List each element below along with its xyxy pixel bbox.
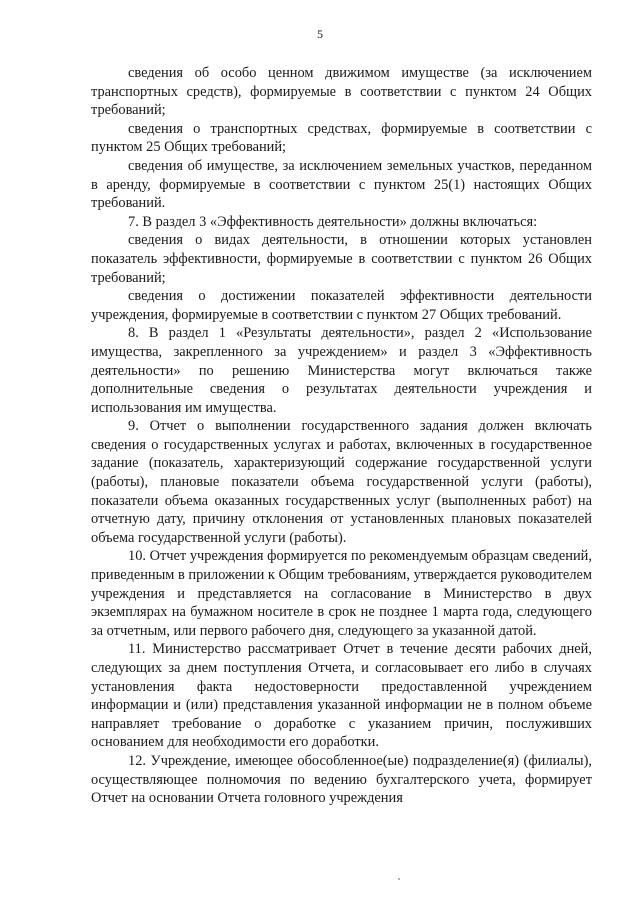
- paragraph-transport: сведения о транспортных средствах, формируемые в соответствии с пунктом 25 Общих требований;: [91, 120, 592, 156]
- paragraph-activity-types: сведения о видах деятельности, в отношении которых установлен показатель эффективности, формируемые в соответствии с пунктом 26 Общих требований;: [91, 232, 592, 286]
- paragraph-10: 10. Отчет учреждения формируется по рекомендуемым образцам сведений, приведенным в приложении к Общим требованиям, утверждается руководителем учреждения и представляется на согласование в Министерство в двух экземплярах на бумажном носителе в срок не позднее 1 марта года, следующего за отчетным, или первого рабочего дня, следующего за указанной датой.: [91, 548, 592, 639]
- paragraph-movable-property: сведения об особо ценном движимом имуществе (за исключением транспортных средств), формируемые в соответствии с пунктом 24 Общих требований;: [91, 65, 592, 119]
- paragraph-9: 9. Отчет о выполнении государственного задания должен включать сведения о государственных услугах и работах, включенных в государственное задание (показатель, характеризующий содержание государственной услуги (работы), плановые показатели объема государственной услуги (работы), показатели объема оказанных государственных услуг (выполненных работ) на отчетную дату, причину отклонения от установленных плановых показателей объема государственной услуги (работы).: [91, 418, 592, 546]
- paragraph-12: 12. Учреждение, имеющее обособленное(ые) подразделение(я) (филиалы), осуществляющее полномочия по ведению бухгалтерского учета, формирует Отчет на основании Отчета головного учреждения: [91, 752, 592, 807]
- page-number: 5: [317, 27, 323, 41]
- scan-speck: [398, 878, 400, 880]
- document-body: [91, 64, 592, 808]
- paragraph-lease: сведения об имуществе, за исключением земельных участков, переданном в аренду, формируемые в соответствии с пунктом 25(1) настоящих Общих требований.: [91, 157, 592, 212]
- paragraph-8: 8. В раздел 1 «Результаты деятельности», раздел 2 «Использование имущества, закрепленного за учреждением» и раздел 3 «Эффективность деятельности» по решению Министерства могут включаться также дополнительные сведения о результатах деятельности учреждения и использования им имущества.: [91, 325, 592, 416]
- paragraph-performance: сведения о достижении показателей эффективности деятельности учреждения, формируемые в соответствии с пунктом 27 Общих требований.: [91, 288, 592, 323]
- paragraph-11: 11. Министерство рассматривает Отчет в течение десяти рабочих дней, следующих за днем поступления Отчета, и согласовывает его либо в случаях установления факта недостоверности предоставленной учреждением информации и (или) представления указанной информации не в полном объеме направляет требование о доработке с указанием причин, послуживших основанием для необходимости его доработки.: [91, 641, 592, 751]
- paragraph-7: 7. В раздел 3 «Эффективность деятельности» должны включаться:: [128, 213, 538, 230]
